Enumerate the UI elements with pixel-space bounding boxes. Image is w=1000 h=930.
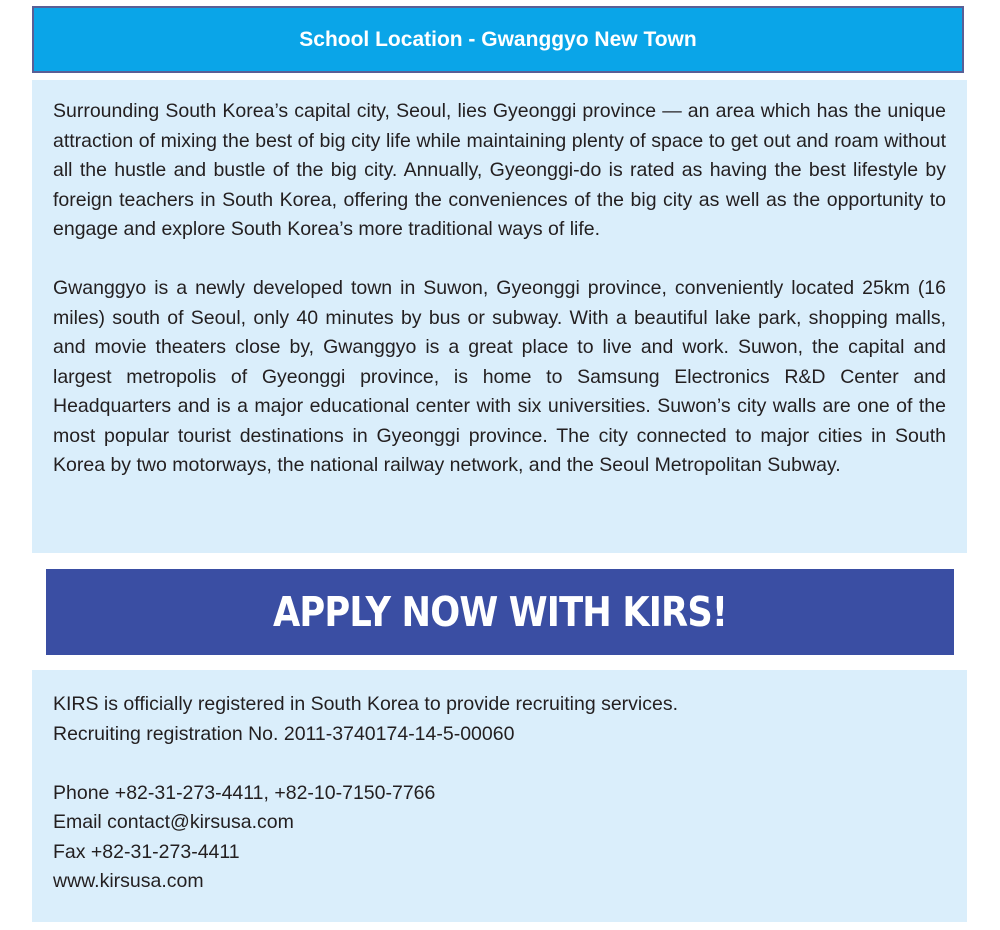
spacer	[53, 749, 946, 779]
section-header	[32, 6, 964, 73]
location-paragraph-2: Gwanggyo is a newly developed town in Suwon, Gyeonggi province, conveniently located 25km (16 miles) south of Seoul, only 40 minutes by bus or subway. With a beautiful lake park, shopping malls, and movie theaters close by, Gwanggyo is a great place to live and work. Suwon, the capital and largest metropolis of Gyeonggi province, is home to Samsung Electronics R&D Center and Headquarters and is a major educational center with six universities. Suwon’s city walls are one of the most popular tourist destinations in Gyeonggi province. The city connected to major cities in South Korea by two motorways, the national railway network, and the Seoul Metropolitan Subway.	[53, 277, 946, 476]
apply-banner	[46, 569, 954, 655]
registered-statement: KIRS is officially registered in South Korea to provide recruiting services.	[53, 693, 679, 715]
email-line: Email contact@kirsusa.com	[53, 811, 294, 833]
fax-line: Fax +82-31-273-4411	[53, 840, 240, 863]
registration-number: Recruiting registration No. 2011-3740174-14-5-00060	[53, 722, 515, 745]
section-title: School Location - Gwanggyo New Town	[299, 27, 697, 51]
apply-title: APPLY NOW WITH KIRS!	[272, 588, 728, 636]
location-paragraph-1: Surrounding South Korea’s capital city, Seoul, lies Gyeonggi province — an area which has the unique attraction of mixing the best of big city life while maintaining plenty of space to get out and roam without all the hustle and bustle of the big city. Annually, Gyeonggi-do is rated as having the best lifestyle by foreign teachers in South Korea, offering the conveniences of the big city as well as the opportunity to engage and explore South Korea’s more traditional ways of life.	[53, 100, 946, 240]
website-link[interactable]: www.kirsusa.com	[53, 870, 204, 892]
contact-panel	[32, 670, 967, 922]
location-panel	[32, 80, 967, 553]
phone-line: Phone +82-31-273-4411, +82-10-7150-7766	[53, 781, 436, 804]
